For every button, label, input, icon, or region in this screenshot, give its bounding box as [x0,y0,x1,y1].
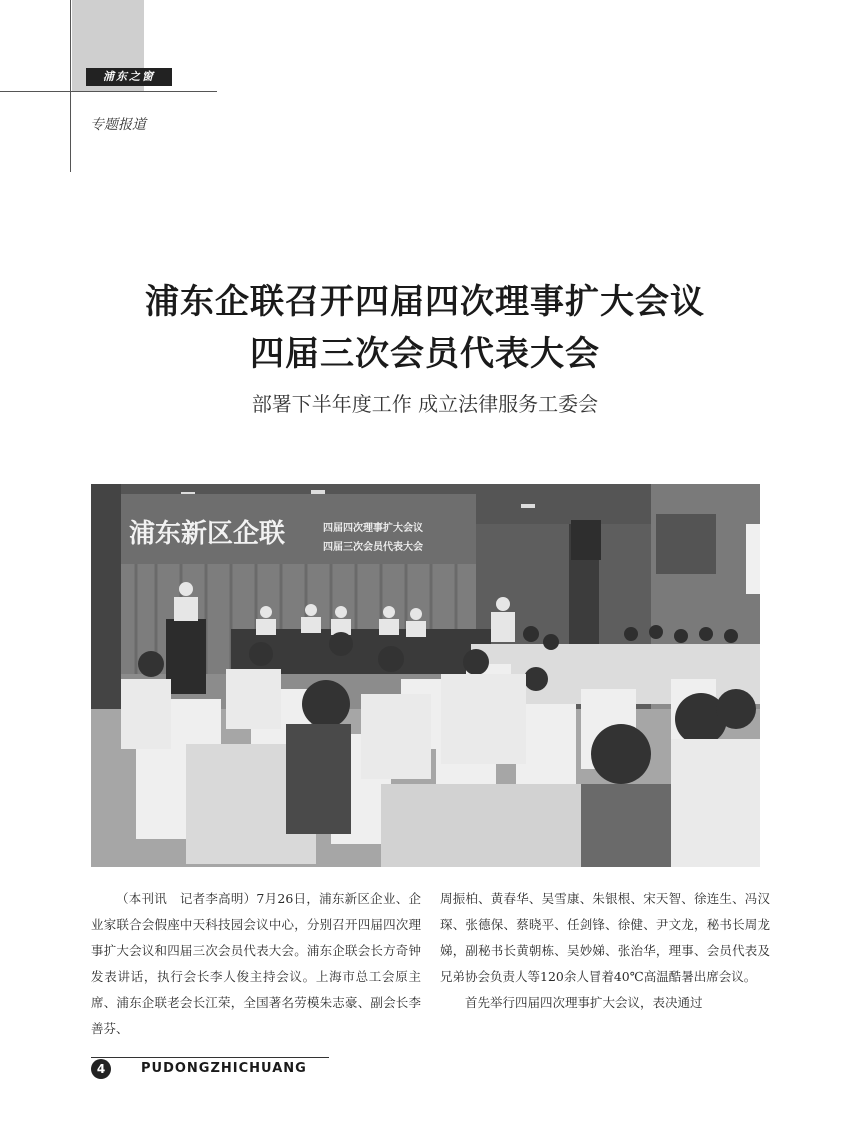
article-paragraph: 周振柏、黄春华、吴雪康、朱银根、宋天智、徐连生、冯汉琛、张德保、蔡晓平、任剑锋、徐健、尹文龙，秘书长周龙娣，副秘书长黄朝栋、吴妙娣、张治华，理事、会员代表及兄弟协会负责人等120余人冒着40℃高温酷暑出席会议。 [440,891,770,984]
headline-line-2: 四届三次会员代表大会 [250,334,600,374]
article-column-right [440,886,770,1016]
banner-text-line-1: 四届四次理事扩大会议 [323,523,423,534]
header-vertical-rule [70,0,71,172]
banner-main-text: 浦东新区企联 [129,519,286,549]
footer-rule [91,1057,329,1058]
header-horizontal-rule [0,91,217,92]
footer-brand: PUDONGZHICHUANG [141,1061,307,1076]
page-number: 4 [91,1059,111,1079]
headline-line-1: 浦东企联召开四届四次理事扩大会议 [145,282,705,322]
masthead-badge: 浦东之窗 [86,68,172,86]
headline-block [0,278,850,424]
article-paragraph: （本刊讯 记者李高明）7月26日，浦东新区企业、企业家联合会假座中天科技园会议中心，分别召开四届四次理事扩大会议和四届三次会员代表大会。浦东企联会长方奇钟发表讲话，执行会长李人俊主持会议。上海市总工会原主席、浦东企联老会长江荣，全国著名劳模朱志豪、副会长李善芬、 [91,891,421,1036]
article-paragraph: 首先举行四届四次理事扩大会议，表决通过 [465,995,703,1010]
section-label: 专题报道 [90,117,146,133]
subheadline: 部署下半年度工作 成立法律服务工委会 [251,392,599,416]
banner-text-line-2: 四届三次会员代表大会 [323,542,423,553]
meeting-photo [91,484,760,867]
article-column-left [91,886,421,1042]
